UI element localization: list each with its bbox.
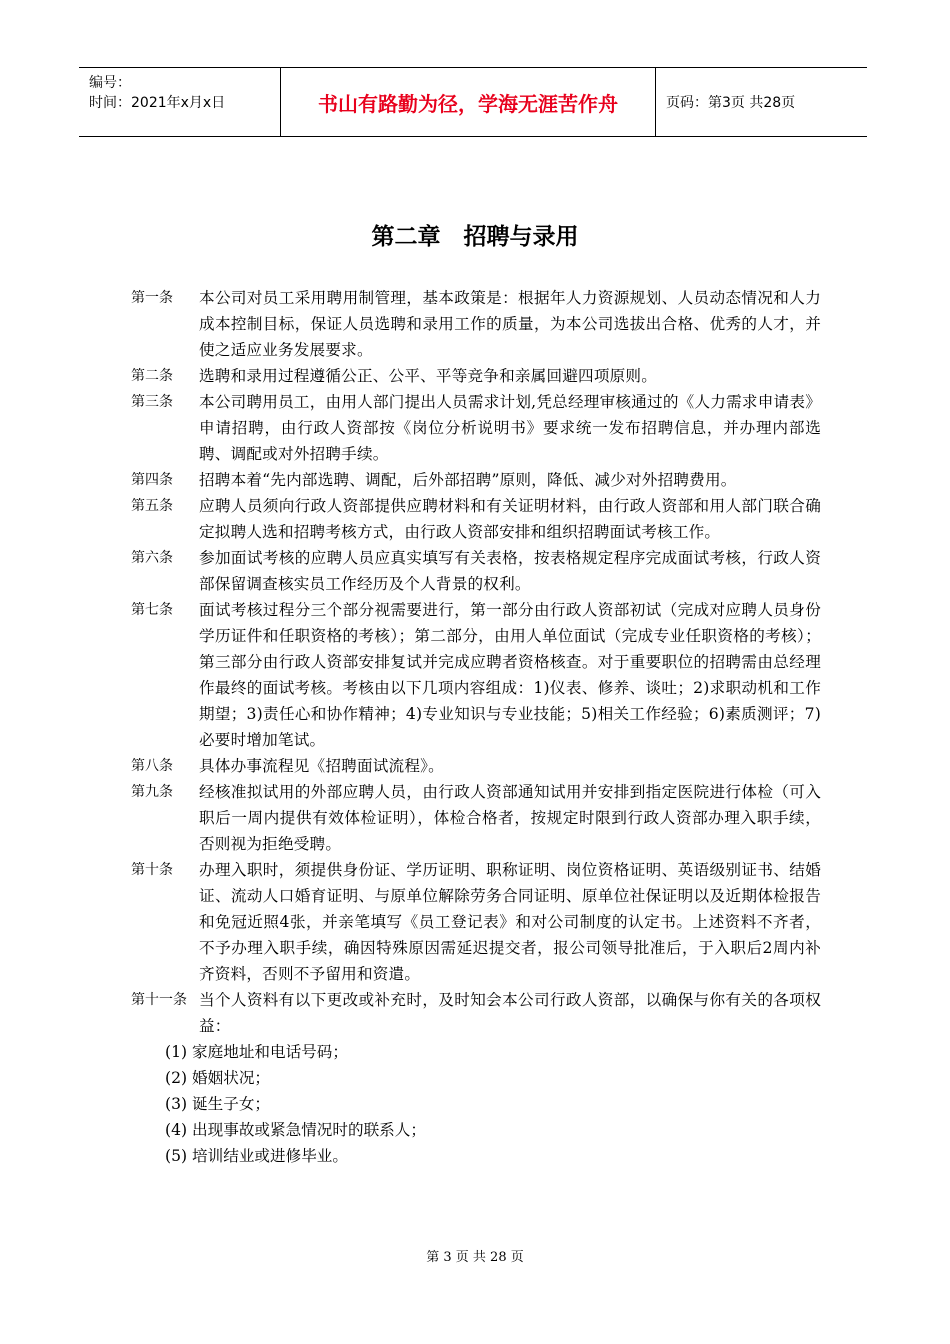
page-info: 页码：第3页 共28页 — [666, 95, 796, 111]
page-footer: 第 3 页 共 28 页 — [426, 1250, 524, 1265]
article — [131, 285, 821, 363]
article — [131, 389, 821, 467]
article-label: 第四条 — [131, 472, 173, 488]
article-text: 应聘人员须向行政人资部提供应聘材料和有关证明材料，由行政人资部和用人部门联合确定拟聘人选和招聘考核方式，由行政人资部安排和组织招聘面试考核工作。 — [199, 497, 821, 541]
article-label: 第九条 — [131, 784, 173, 800]
article-label: 第七条 — [131, 602, 173, 618]
time-label: 时间：2021年x月x日 — [89, 95, 226, 111]
article — [131, 857, 821, 987]
article-text: 选聘和录用过程遵循公正、公平、平等竞争和亲属回避四项原则。 — [199, 367, 658, 385]
article-text: 具体办事流程见《招聘面试流程》。 — [199, 757, 444, 775]
article-text: 面试考核过程分三个部分视需要进行，第一部分由行政人资部初试（完成对应聘人员身份学历证件和任职资格的考核）；第二部分，由用人单位面试（完成专业任职资格的考核）；第三部分由行政人资部安排复试并完成应聘者资格核查。对于重要职位的招聘需由总经理作最终的面试考核。考核由以下几项内容组成：1)仪表、修养、谈吐；2)求职动机和工作期望；3)责任心和协作精神；4)专业知识与专业技能；5)相关工作经验；6)素质测评；7)必要时增加笔试。 — [199, 601, 821, 749]
article-label: 第一条 — [131, 290, 173, 306]
article — [131, 363, 821, 389]
page-header — [79, 67, 867, 137]
article-label: 第八条 — [131, 758, 173, 774]
article-list — [131, 285, 821, 1169]
article — [131, 493, 821, 545]
sub-item: (2) 婚姻状况； — [165, 1069, 271, 1087]
article-text: 当个人资料有以下更改或补充时，及时知会本公司行政人资部，以确保与你有关的各项权益： — [199, 991, 821, 1035]
article-text: 经核准拟试用的外部应聘人员，由行政人资部通知试用并安排到指定医院进行体检（可入职后一周内提供有效体检证明），体检合格者，按规定时限到行政人资部办理入职手续，否则视为拒绝受聘。 — [199, 783, 821, 853]
sub-item: (5) 培训结业或进修毕业。 — [165, 1147, 348, 1165]
article — [131, 753, 821, 779]
article — [131, 779, 821, 857]
article-label: 第十条 — [131, 862, 173, 878]
article — [131, 987, 821, 1039]
article — [131, 467, 821, 493]
article-label: 第五条 — [131, 498, 173, 514]
article — [131, 597, 821, 753]
sub-item: (1) 家庭地址和电话号码； — [165, 1043, 348, 1061]
article-text: 本公司聘用员工，由用人部门提出人员需求计划,凭总经理审核通过的《人力需求申请表》申请招聘，由行政人资部按《岗位分析说明书》要求统一发布招聘信息，并办理内部选聘、调配或对外招聘手续。 — [199, 393, 821, 463]
article-text: 办理入职时，须提供身份证、学历证明、职称证明、岗位资格证明、英语级别证书、结婚证、流动人口婚育证明、与原单位解除劳务合同证明、原单位社保证明以及近期体检报告和免冠近照4张，并亲笔填写《员工登记表》和对公司制度的认定书。上述资料不齐者，不予办理入职手续，确因特殊原因需延迟提交者，报公司领导批准后，于入职后2周内补齐资料，否则不予留用和资遣。 — [199, 861, 821, 983]
article-text: 招聘本着“先内部选聘、调配，后外部招聘”原则，降低、减少对外招聘费用。 — [199, 471, 737, 489]
article-text: 本公司对员工采用聘用制管理，基本政策是：根据年人力资源规划、人员动态情况和人力成本控制目标，保证人员选聘和录用工作的质量，为本公司选拔出合格、优秀的人才，并使之适应业务发展要求。 — [199, 289, 821, 359]
article-text: 参加面试考核的应聘人员应真实填写有关表格，按表格规定程序完成面试考核，行政人资部保留调查核实员工作经历及个人背景的权利。 — [199, 549, 821, 593]
article-label: 第二条 — [131, 368, 173, 384]
article — [131, 545, 821, 597]
number-label: 编号： — [89, 75, 131, 91]
sub-item: (4) 出现事故或紧急情况时的联系人； — [165, 1121, 426, 1139]
header-meta — [79, 68, 281, 136]
chapter-title: 第二章 招聘与录用 — [371, 224, 579, 250]
article-label: 第十一条 — [131, 992, 187, 1008]
motto: 书山有路勤为径，学海无涯苦作舟 — [281, 68, 656, 136]
article-label: 第三条 — [131, 394, 173, 410]
article-label: 第六条 — [131, 550, 173, 566]
sub-item: (3) 诞生子女； — [165, 1095, 271, 1113]
